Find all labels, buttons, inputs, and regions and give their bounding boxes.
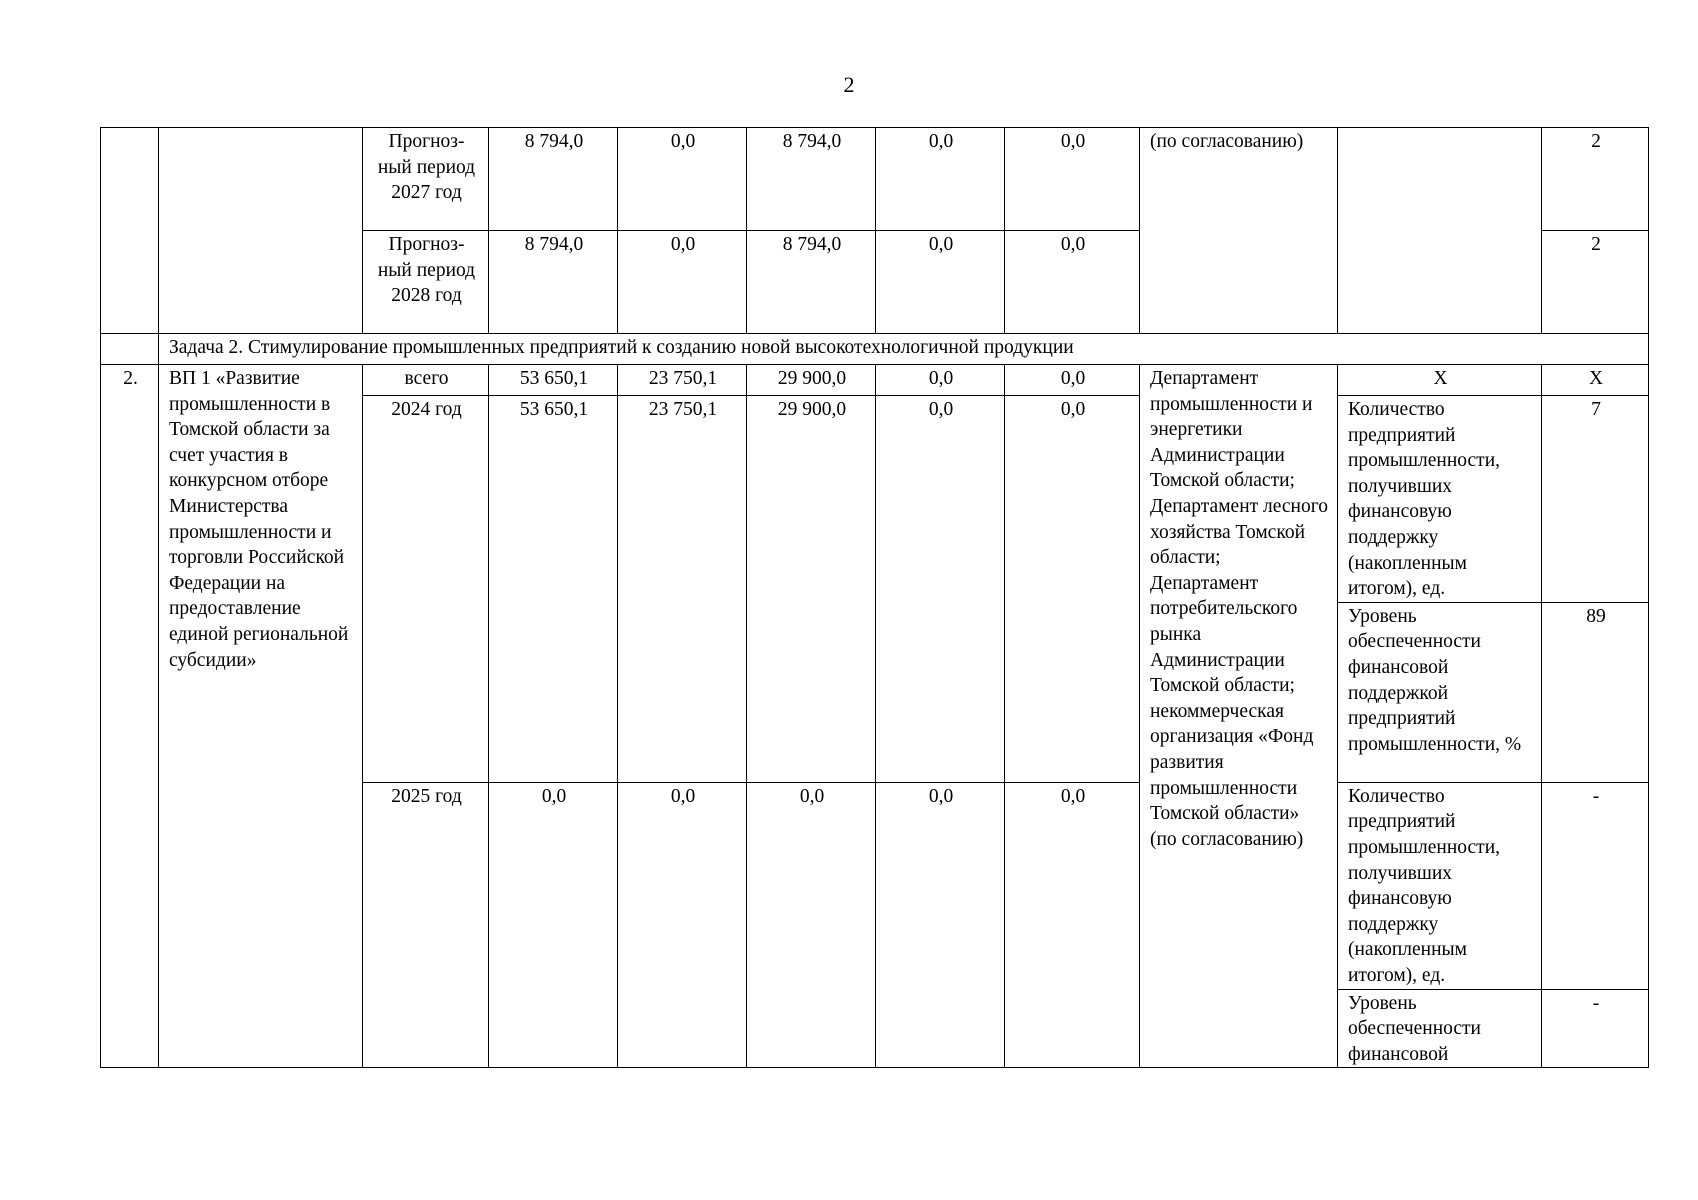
value-cell: 53 650,1 bbox=[489, 396, 618, 783]
target-value-cell: - bbox=[1542, 782, 1649, 989]
indicator-cell: Количество предприятий промышленности, получивших финансовую поддержку (накопленным итогом), ед. bbox=[1338, 782, 1542, 989]
value-cell: 0,0 bbox=[876, 782, 1005, 1068]
period-cell: всего bbox=[363, 365, 489, 396]
value-cell: 0,0 bbox=[1005, 396, 1140, 783]
value-cell: 0,0 bbox=[1005, 782, 1140, 1068]
value-cell: 0,0 bbox=[1005, 365, 1140, 396]
target-value-cell: Х bbox=[1542, 365, 1649, 396]
indicator-cell: Количество предприятий промышленности, получивших финансовую поддержку (накопленным итогом), ед. bbox=[1338, 396, 1542, 603]
target-value-cell: 2 bbox=[1542, 231, 1649, 334]
item-name: ВП 1 «Развитие промышленности в Томской области за счет участия в конкурсном отборе Министерства промышленности и торговли Российской Федерации на предоставление единой региональной субсидии» bbox=[159, 365, 363, 1068]
value-cell: 0,0 bbox=[618, 231, 747, 334]
value-cell: 0,0 bbox=[1005, 128, 1140, 231]
value-cell: 0,0 bbox=[747, 782, 876, 1068]
value-cell: 8 794,0 bbox=[489, 231, 618, 334]
value-cell: 8 794,0 bbox=[747, 128, 876, 231]
target-value-cell: 89 bbox=[1542, 602, 1649, 782]
value-cell: 0,0 bbox=[1005, 231, 1140, 334]
period-cell: 2024 год bbox=[363, 396, 489, 783]
value-cell: 0,0 bbox=[618, 128, 747, 231]
value-cell: 23 750,1 bbox=[618, 396, 747, 783]
period-cell: Прогноз-ный период 2028 год bbox=[363, 231, 489, 334]
cell-empty-number bbox=[101, 334, 159, 365]
item-number: 2. bbox=[101, 365, 159, 1068]
value-cell: 8 794,0 bbox=[489, 128, 618, 231]
value-cell: 0,0 bbox=[876, 128, 1005, 231]
period-cell: 2025 год bbox=[363, 782, 489, 1068]
responsible-cell: Департамент промышленности и энергетики Администрации Томской области; Департамент лесного хозяйства Томской области; Департамент потребительского рынка Администрации Томской области; некоммерческая организация «Фонд развития промышленности Томской области» (по согласованию) bbox=[1140, 365, 1338, 1068]
period-cell: Прогноз-ный период 2027 год bbox=[363, 128, 489, 231]
cell-empty-number bbox=[101, 128, 159, 334]
value-cell: 8 794,0 bbox=[747, 231, 876, 334]
value-cell: 29 900,0 bbox=[747, 365, 876, 396]
value-cell: 0,0 bbox=[618, 782, 747, 1068]
target-value-cell: 2 bbox=[1542, 128, 1649, 231]
indicator-cell-empty bbox=[1338, 128, 1542, 334]
cell-empty-name bbox=[159, 128, 363, 334]
table-row-total bbox=[101, 365, 1649, 396]
target-value-cell: - bbox=[1542, 989, 1649, 1068]
value-cell: 0,0 bbox=[489, 782, 618, 1068]
task-title: Задача 2. Стимулирование промышленных предприятий к созданию новой высокотехнологичной продукции bbox=[159, 334, 1649, 365]
table-row-forecast-2027 bbox=[101, 128, 1649, 231]
responsible-cell: (по согласованию) bbox=[1140, 128, 1338, 334]
page-number: 2 bbox=[843, 72, 855, 97]
indicator-cell: Уровень обеспеченности финансовой поддержкой предприятий промышленности, % bbox=[1338, 602, 1542, 782]
indicator-cell: Х bbox=[1338, 365, 1542, 396]
value-cell: 29 900,0 bbox=[747, 396, 876, 783]
budget-table bbox=[100, 127, 1649, 1068]
table-row-task bbox=[101, 334, 1649, 365]
value-cell: 53 650,1 bbox=[489, 365, 618, 396]
indicator-cell: Уровень обеспеченности финансовой bbox=[1338, 989, 1542, 1068]
value-cell: 23 750,1 bbox=[618, 365, 747, 396]
value-cell: 0,0 bbox=[876, 365, 1005, 396]
value-cell: 0,0 bbox=[876, 231, 1005, 334]
value-cell: 0,0 bbox=[876, 396, 1005, 783]
target-value-cell: 7 bbox=[1542, 396, 1649, 603]
